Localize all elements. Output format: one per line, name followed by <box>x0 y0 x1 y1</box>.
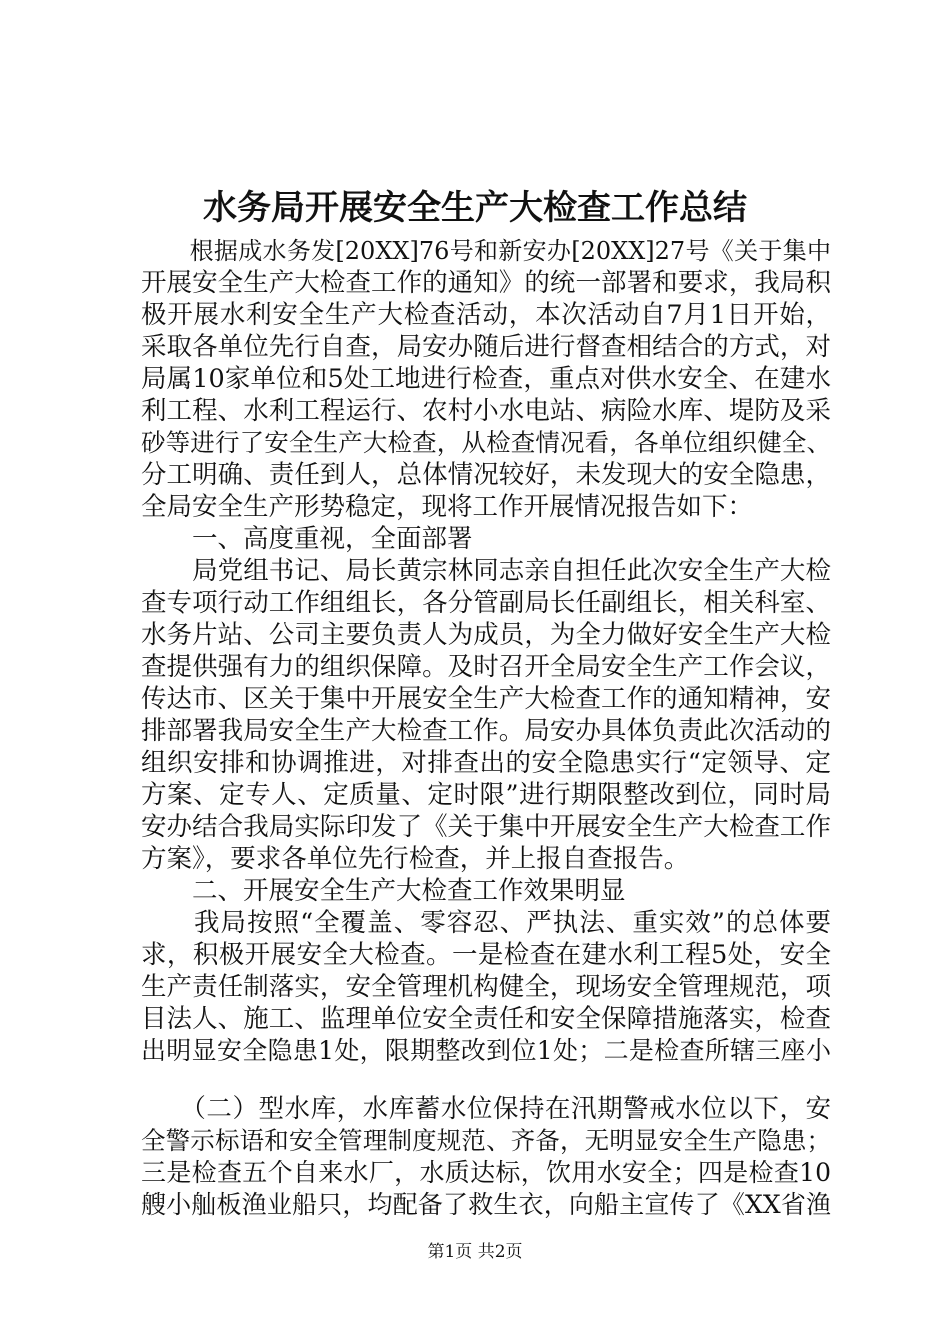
body-line: 求，积极开展安全大检查。一是检查在建水利工程5处，安全 <box>141 940 831 970</box>
section-heading: 二、开展安全生产大检查工作效果明显 <box>141 876 626 906</box>
body-line: 根据成水务发[20XX]76号和新安办[20XX]27号《关于集中 <box>141 237 831 265</box>
body-line: 方案、定专人、定质量、定时限”进行期限整改到位，同时局 <box>141 780 831 810</box>
body-line: 生产责任制落实，安全管理机构健全，现场安全管理规范，项 <box>141 972 831 1002</box>
body-line: 砂等进行了安全生产大检查，从检查情况看，各单位组织健全、 <box>141 428 831 457</box>
body-line: （二）型水库，水库蓄水位保持在汛期警戒水位以下，安 <box>141 1094 831 1124</box>
body-line: 目法人、施工、监理单位安全责任和安全保障措施落实，检查 <box>141 1004 831 1034</box>
document-title: 水务局开展安全生产大检查工作总结 <box>203 188 747 228</box>
body-line: 我局按照“全覆盖、零容忍、严执法、重实效”的总体要 <box>141 908 831 938</box>
body-line: 分工明确、责任到人，总体情况较好，未发现大的安全隐患， <box>141 460 831 490</box>
body-line: 全局安全生产形势稳定，现将工作开展情况报告如下： <box>141 492 754 522</box>
body-line: 全警示标语和安全管理制度规范、齐备，无明显安全生产隐患； <box>141 1126 831 1155</box>
body-line: 出明显安全隐患1处，限期整改到位1处；二是检查所辖三座小 <box>141 1036 831 1065</box>
body-line: 查专项行动工作组组长，各分管副局长任副组长，相关科室、 <box>141 588 831 618</box>
body-line: 极开展水利安全生产大检查活动，本次活动自7月1日开始， <box>141 300 831 330</box>
body-line: 组织安排和协调推进，对排查出的安全隐患实行“定领导、定 <box>141 748 831 778</box>
section-heading: 一、高度重视，全面部署 <box>141 524 473 554</box>
body-line: 安办结合我局实际印发了《关于集中开展安全生产大检查工作 <box>141 812 831 842</box>
body-line: 三是检查五个自来水厂，水质达标，饮用水安全；四是检查10 <box>141 1158 831 1187</box>
body-line: 查提供强有力的组织保障。及时召开全局安全生产工作会议， <box>141 652 831 682</box>
body-line: 局党组书记、局长黄宗林同志亲自担任此次安全生产大检 <box>141 556 831 586</box>
body-line: 水务片站、公司主要负责人为成员，为全力做好安全生产大检 <box>141 620 831 650</box>
body-line: 排部署我局安全生产大检查工作。局安办具体负责此次活动的 <box>141 716 831 746</box>
body-line: 局属10家单位和5处工地进行检查，重点对供水安全、在建水 <box>141 364 831 394</box>
body-line: 利工程、水利工程运行、农村小水电站、病险水库、堤防及采 <box>141 396 831 426</box>
body-line: 传达市、区关于集中开展安全生产大检查工作的通知精神，安 <box>141 684 831 714</box>
page-number-footer: 第1页 共2页 <box>427 1242 523 1262</box>
body-line: 方案》，要求各单位先行检查，并上报自查报告。 <box>141 844 690 874</box>
body-line: 艘小舢板渔业船只，均配备了救生衣，向船主宣传了《XX省渔 <box>141 1190 831 1219</box>
body-line: 采取各单位先行自查，局安办随后进行督查相结合的方式，对 <box>141 332 831 362</box>
body-line: 开展安全生产大检查工作的通知》的统一部署和要求，我局积 <box>141 268 831 298</box>
